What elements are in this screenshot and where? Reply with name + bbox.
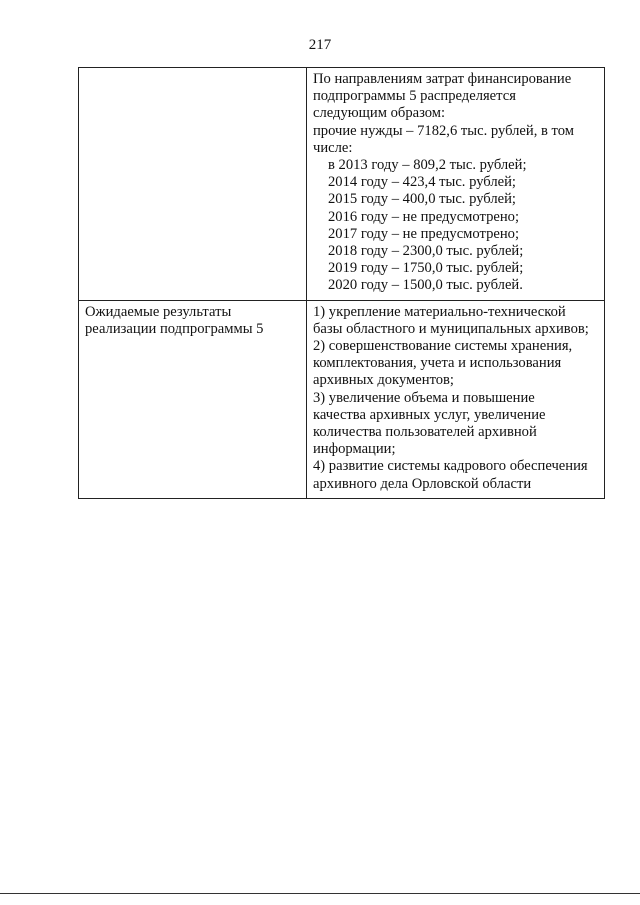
results-text-line: 1) укрепление материально-технической	[313, 303, 566, 320]
results-label-line: реализации подпрограммы 5	[85, 320, 264, 337]
funding-text-line: числе:	[313, 139, 353, 156]
results-text-line: качества архивных услуг, увеличение	[313, 406, 546, 423]
funding-year-line: 2016 году – не предусмотрено;	[328, 208, 520, 225]
funding-text-line: По направлениям затрат финансирование	[313, 71, 572, 87]
results-text-line: архивных документов;	[313, 372, 454, 389]
row2-right-cell	[307, 300, 605, 498]
results-label-line: Ожидаемые результаты	[85, 303, 232, 320]
page-number: 217	[308, 37, 332, 53]
funding-text-line: прочие нужды – 7182,6 тыс. рублей, в том	[313, 122, 574, 139]
results-text-line: количества пользователей архивной	[313, 424, 537, 441]
funding-text-line: следующим образом:	[313, 105, 446, 122]
results-text-line: 3) увеличение объема и повышение	[313, 389, 535, 406]
funding-year-line: в 2013 году – 809,2 тыс. рублей;	[328, 157, 527, 174]
results-text-line: базы областного и муниципальных архивов;	[313, 320, 589, 337]
results-text-line: комплектования, учета и использования	[313, 355, 562, 372]
row1-right-cell	[307, 68, 605, 301]
funding-year-line: 2017 году – не предусмотрено;	[328, 225, 520, 242]
funding-year-line: 2018 году – 2300,0 тыс. рублей;	[328, 243, 524, 260]
funding-year-line: 2019 году – 1750,0 тыс. рублей;	[328, 260, 524, 277]
funding-text-line: подпрограммы 5 распределяется	[313, 88, 516, 105]
table-row-expected-results	[79, 300, 605, 498]
results-text-line: 4) развитие системы кадрового обеспечения	[313, 458, 588, 475]
row2-left-cell	[79, 300, 307, 498]
results-text-line: информации;	[313, 441, 396, 458]
funding-year-line: 2015 году – 400,0 тыс. рублей;	[328, 191, 516, 208]
funding-year-line: 2014 году – 423,4 тыс. рублей;	[328, 174, 516, 191]
results-text-line: 2) совершенствование системы хранения,	[313, 338, 573, 355]
page-bottom-rule	[0, 893, 640, 894]
table-row-funding	[79, 68, 605, 301]
funding-year-line: 2020 году – 1500,0 тыс. рублей.	[328, 277, 523, 294]
results-text-line: архивного дела Орловской области	[313, 475, 532, 492]
subprogram-passport-table	[78, 67, 605, 499]
row1-left-cell	[79, 68, 307, 301]
